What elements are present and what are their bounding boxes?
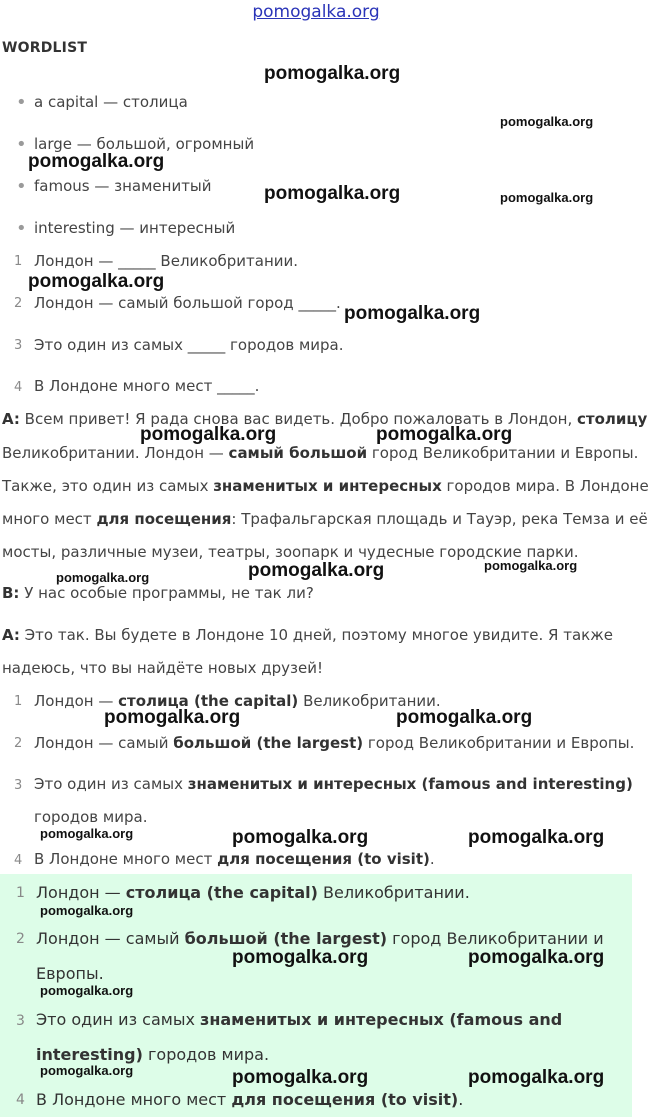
watermark: pomogalka.org: [28, 271, 165, 292]
watermark: pomogalka.org: [500, 190, 594, 205]
watermark: pomogalka.org: [484, 558, 578, 573]
watermark: pomogalka.org: [376, 424, 513, 445]
wordlist-item: a capital — столица: [34, 93, 188, 111]
dialogue-line: [2, 510, 648, 528]
watermark: pomogalka.org: [468, 1067, 605, 1088]
task-sentence: Это один из самых _____ городов мира.: [34, 336, 344, 354]
list-number: 3: [16, 1013, 25, 1029]
dialogue-text: Всем привет! Я рада снова вас видеть. Добро пожаловать в Лондон,: [24, 410, 578, 428]
dialogue-text: городов мира. В Лондоне: [441, 477, 649, 495]
answer-sentence: Это один из самых знаменитых и интересных (famous and interesting): [34, 775, 633, 793]
task-sentence: В Лондоне много мест _____.: [34, 377, 260, 395]
dialogue-line: [2, 584, 314, 602]
dialogue-text: Также, это один из самых: [2, 477, 214, 495]
bullet-icon: •: [16, 134, 27, 155]
list-number: 4: [16, 1092, 25, 1108]
keyword: столица (the capital): [118, 692, 299, 710]
dialogue-line: [2, 444, 638, 462]
answer-box-sentence: Лондон — самый большой (the largest) город Великобритании и: [36, 929, 604, 948]
list-number: 3: [14, 338, 23, 353]
keyword: столицу: [577, 410, 648, 428]
speaker-label: A:: [2, 410, 20, 428]
keyword: знаменитых и интересных (famous and: [200, 1010, 563, 1029]
dialogue-text: Великобритании. Лондон —: [2, 444, 229, 462]
dialogue-line: мосты, различные музеи, театры, зоопарк и чудесные городские парки.: [2, 543, 579, 561]
watermark: pomogalka.org: [232, 947, 369, 968]
answer-box-sentence: Это один из самых знаменитых и интересных (famous and: [36, 1010, 563, 1029]
list-number: 1: [14, 254, 23, 269]
bullet-icon: •: [16, 218, 27, 239]
bullet-icon: •: [16, 92, 27, 113]
keyword: interesting): [36, 1045, 143, 1064]
watermark: pomogalka.org: [40, 826, 134, 841]
dialogue-text: город Великобритании и Европы.: [367, 444, 639, 462]
answer-sentence-cont: городов мира.: [34, 808, 148, 826]
dialogue-line: [2, 410, 647, 428]
list-number: 1: [16, 885, 25, 901]
watermark: pomogalka.org: [344, 303, 481, 324]
watermark: pomogalka.org: [140, 424, 277, 445]
watermark: pomogalka.org: [264, 183, 401, 204]
list-number: 2: [14, 296, 23, 311]
watermark: pomogalka.org: [396, 707, 533, 728]
watermark: pomogalka.org: [56, 570, 150, 585]
watermark: pomogalka.org: [248, 560, 385, 581]
dialogue-text: Это так. Вы будете в Лондоне 10 дней, поэтому многое увидите. Я также: [24, 626, 613, 644]
watermark: pomogalka.org: [232, 827, 369, 848]
list-number: 4: [14, 380, 23, 395]
watermark: pomogalka.org: [40, 983, 134, 998]
watermark: pomogalka.org: [104, 707, 241, 728]
watermark: pomogalka.org: [468, 947, 605, 968]
keyword: для посещения: [96, 510, 232, 528]
watermark: pomogalka.org: [40, 1063, 134, 1078]
wordlist-item: large — большой, огромный: [34, 135, 255, 153]
list-number: 2: [16, 931, 25, 947]
list-number: 3: [14, 778, 23, 793]
list-number: 2: [14, 736, 23, 751]
answer-sentence: В Лондоне много мест для посещения (to visit).: [34, 850, 435, 868]
speaker-label: A:: [2, 626, 20, 644]
watermark: pomogalka.org: [40, 903, 134, 918]
watermark: pomogalka.org: [28, 151, 165, 172]
answer-box-sentence: Лондон — столица (the capital) Великобритании.: [36, 883, 470, 902]
dialogue-text: : Трафальгарская площадь и Тауэр, река Темза и её: [231, 510, 648, 528]
answer-box-sentence: В Лондоне много мест для посещения (to visit).: [36, 1090, 464, 1109]
bullet-icon: •: [16, 176, 27, 197]
speaker-label: B:: [2, 584, 20, 602]
keyword: для посещения (to visit): [231, 1090, 459, 1109]
dialogue-text: много мест: [2, 510, 97, 528]
watermark: pomogalka.org: [264, 63, 401, 84]
keyword: большой (the largest): [184, 929, 388, 948]
dialogue-text: У нас особые программы, не так ли?: [24, 584, 314, 602]
watermark: pomogalka.org: [468, 827, 605, 848]
wordlist-item: interesting — интересный: [34, 219, 236, 237]
page-heading: WORDLIST: [2, 40, 88, 56]
keyword: большой (the largest): [173, 734, 364, 752]
task-sentence: Лондон — самый большой город _____.: [34, 294, 341, 312]
answer-box-sentence-cont: Европы.: [36, 964, 104, 983]
answer-sentence: Лондон — столица (the capital) Великобритании.: [34, 692, 441, 710]
keyword: знаменитых и интересных (famous and interesting): [187, 775, 633, 793]
keyword: столица (the capital): [125, 883, 318, 902]
list-number: 1: [14, 694, 23, 709]
answer-box-sentence-cont: interesting) городов мира.: [36, 1045, 270, 1064]
keyword: для посещения (to visit): [217, 850, 430, 868]
dialogue-line: [2, 626, 613, 644]
wordlist-item: famous — знаменитый: [34, 177, 212, 195]
keyword: знаменитых и интересных: [213, 477, 442, 495]
dialogue-line: [2, 477, 649, 495]
list-number: 4: [14, 853, 23, 868]
watermark: pomogalka.org: [232, 1067, 369, 1088]
keyword: самый большой: [228, 444, 368, 462]
site-link[interactable]: pomogalka.org: [252, 2, 380, 22]
answer-sentence: Лондон — самый большой (the largest) город Великобритании и Европы.: [34, 734, 635, 752]
task-sentence: Лондон — _____ Великобритании.: [34, 252, 299, 270]
watermark: pomogalka.org: [500, 114, 594, 129]
dialogue-line: надеюсь, что вы найдёте новых друзей!: [2, 659, 323, 677]
